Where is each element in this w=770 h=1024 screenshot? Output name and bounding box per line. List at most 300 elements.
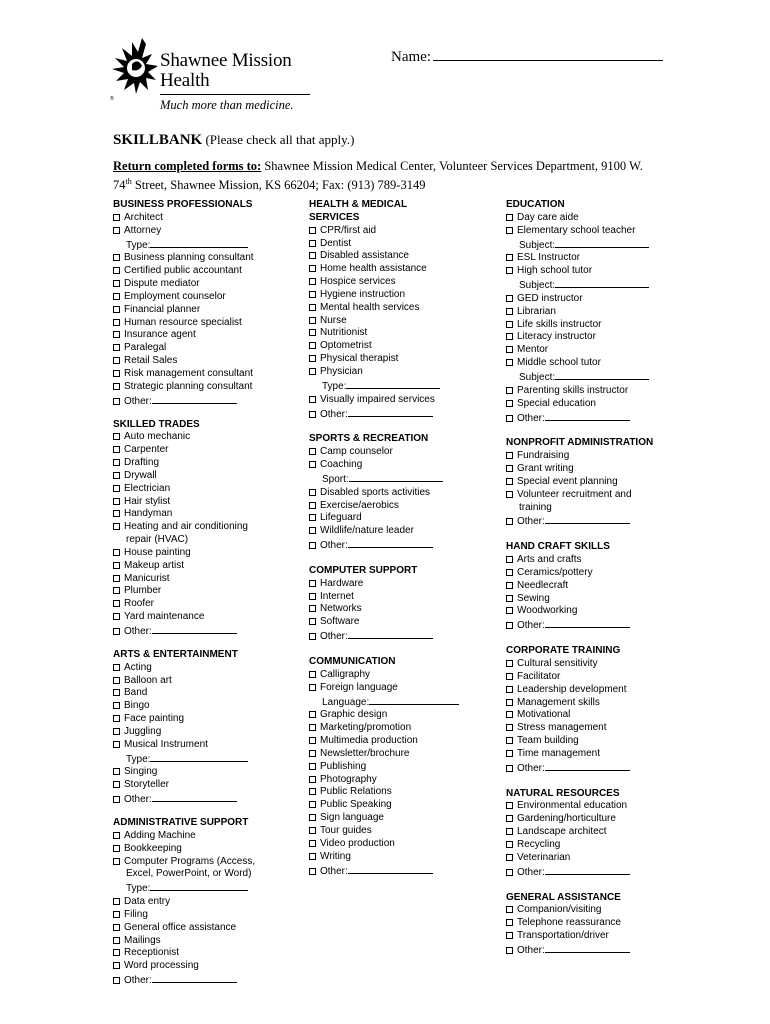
- checklist-item-environmental-education: [506, 800, 691, 813]
- checkbox[interactable]: [309, 814, 316, 821]
- checklist-item-architect: [113, 212, 293, 225]
- checkbox[interactable]: [113, 613, 120, 620]
- item-label: CPR/first aid: [320, 224, 377, 236]
- item-label: Marketing/promotion: [320, 722, 412, 734]
- checkbox[interactable]: [113, 741, 120, 748]
- checkbox[interactable]: [309, 671, 316, 678]
- return-street-number: 74: [113, 178, 126, 193]
- other-fill-in-line[interactable]: [348, 538, 433, 548]
- item-label: Ceramics/pottery: [517, 566, 593, 578]
- other-fill-in-line[interactable]: [152, 792, 237, 802]
- item-label: Veterinarian: [517, 851, 571, 863]
- checkbox[interactable]: [506, 622, 513, 629]
- skillbank-subtitle: (Please check all that apply.): [205, 132, 355, 147]
- item-label: Middle school tutor: [517, 357, 601, 369]
- checkbox[interactable]: [113, 781, 120, 788]
- checkbox[interactable]: [506, 607, 513, 614]
- item-label: Other:: [320, 408, 348, 420]
- checkbox[interactable]: [113, 898, 120, 905]
- checkbox[interactable]: [506, 295, 513, 302]
- item-label: Bookkeeping: [124, 842, 182, 854]
- checklist-item-telephone-reassurance: [506, 917, 691, 930]
- sub-field-fill-in-line[interactable]: [555, 238, 649, 248]
- other-fill-in-line[interactable]: [545, 411, 630, 421]
- checkbox[interactable]: [113, 587, 120, 594]
- checkbox[interactable]: [309, 396, 316, 403]
- item-label: Acting: [124, 661, 152, 673]
- section-sports-recreation: [309, 433, 494, 553]
- checkbox[interactable]: [113, 485, 120, 492]
- checklist-item-physical-therapist: [309, 353, 494, 366]
- checkbox[interactable]: [506, 254, 513, 261]
- checkbox[interactable]: [309, 542, 316, 549]
- item-label: Certified public accountant: [124, 265, 242, 277]
- checkbox[interactable]: [309, 711, 316, 718]
- item-label: Electrician: [124, 482, 171, 494]
- checkbox[interactable]: [506, 491, 513, 498]
- checkbox[interactable]: [309, 618, 316, 625]
- sub-field: [309, 695, 494, 710]
- checkbox[interactable]: [506, 359, 513, 366]
- sub-field-fill-in-line[interactable]: [150, 752, 248, 762]
- checklist-item-stress-management: [506, 722, 691, 735]
- checklist-item-storyteller: [113, 779, 293, 792]
- checkbox[interactable]: [309, 788, 316, 795]
- checkbox[interactable]: [506, 518, 513, 525]
- checklist-item-yard-maintenance: [113, 611, 293, 624]
- checklist-item-financial-planner: [113, 304, 293, 317]
- checkbox[interactable]: [309, 278, 316, 285]
- checklist-item-manicurist: [113, 573, 293, 586]
- checkbox[interactable]: [309, 448, 316, 455]
- sub-field-fill-in-line[interactable]: [150, 881, 248, 891]
- item-label: Grant writing: [517, 463, 574, 475]
- checkbox[interactable]: [309, 342, 316, 349]
- item-label: Coaching: [320, 459, 363, 471]
- checkbox[interactable]: [113, 293, 120, 300]
- checkbox[interactable]: [113, 331, 120, 338]
- checklist-item-hospice-services: [309, 276, 494, 289]
- checkbox[interactable]: [309, 527, 316, 534]
- sub-field-label: Sport:: [322, 473, 349, 485]
- checkbox[interactable]: [113, 796, 120, 803]
- checkbox[interactable]: [113, 845, 120, 852]
- checkbox[interactable]: [506, 556, 513, 563]
- other-fill-in-line[interactable]: [348, 864, 433, 874]
- other-fill-in-line[interactable]: [152, 394, 237, 404]
- checkbox[interactable]: [506, 478, 513, 485]
- section-health-medical-services: [309, 199, 494, 421]
- checklist-item-filing: [113, 909, 293, 922]
- section-title: EDUCATION: [506, 199, 565, 210]
- checklist-item-ceramics-pottery: [506, 567, 691, 580]
- checklist-item-band: [113, 687, 293, 700]
- skills-column-3: [506, 199, 691, 970]
- item-label: Other:: [517, 944, 545, 956]
- checklist-item-newsletter-brochure: [309, 748, 494, 761]
- other-fill-in-line[interactable]: [545, 618, 630, 628]
- item-label: Mentor: [517, 344, 549, 356]
- checklist-item-arts-and-crafts: [506, 554, 691, 567]
- checkbox[interactable]: [113, 510, 120, 517]
- checkbox[interactable]: [113, 227, 120, 234]
- checkbox[interactable]: [309, 827, 316, 834]
- checklist-item-literacy-instructor: [506, 331, 691, 344]
- checkbox[interactable]: [506, 569, 513, 576]
- checkbox[interactable]: [506, 582, 513, 589]
- checklist-item-video-production: [309, 838, 494, 851]
- checklist-item-adding-machine: [113, 830, 293, 843]
- checkbox[interactable]: [113, 924, 120, 931]
- checkbox[interactable]: [309, 461, 316, 468]
- sub-field-fill-in-line[interactable]: [150, 238, 248, 248]
- checkbox[interactable]: [113, 344, 120, 351]
- item-label: Strategic planning consultant: [124, 380, 253, 392]
- checkbox[interactable]: [309, 801, 316, 808]
- checkbox[interactable]: [309, 684, 316, 691]
- checkbox[interactable]: [309, 724, 316, 731]
- sub-field: [506, 278, 691, 293]
- checkbox[interactable]: [309, 329, 316, 336]
- checkbox[interactable]: [506, 919, 513, 926]
- checkbox[interactable]: [506, 465, 513, 472]
- name-input-line[interactable]: [433, 46, 663, 61]
- return-instructions: [113, 158, 673, 193]
- return-street-suffix: th: [125, 177, 132, 186]
- checkbox[interactable]: [113, 768, 120, 775]
- checkbox[interactable]: [506, 869, 513, 876]
- checklist-item-drywall: [113, 470, 293, 483]
- checkbox[interactable]: [113, 398, 120, 405]
- checkbox[interactable]: [113, 267, 120, 274]
- checklist-item-employment-counselor: [113, 291, 293, 304]
- section-education: [506, 199, 691, 425]
- item-label: Bingo: [124, 700, 150, 712]
- other-fill-in-line[interactable]: [545, 865, 630, 875]
- other-fill-in-line[interactable]: [348, 407, 433, 417]
- checkbox[interactable]: [113, 280, 120, 287]
- checkbox[interactable]: [113, 446, 120, 453]
- checkbox[interactable]: [309, 605, 316, 612]
- checklist-item-time-management: [506, 748, 691, 761]
- checkbox[interactable]: [506, 724, 513, 731]
- item-label: Mental health services: [320, 301, 420, 313]
- checkbox[interactable]: [506, 802, 513, 809]
- checklist-item-parenting-skills-instructor: [506, 385, 691, 398]
- checkbox[interactable]: [506, 415, 513, 422]
- checkbox[interactable]: [506, 333, 513, 340]
- checkbox[interactable]: [309, 368, 316, 375]
- item-label: Wildlife/nature leader: [320, 525, 414, 537]
- checkbox[interactable]: [113, 383, 120, 390]
- item-label: Carpenter: [124, 444, 169, 456]
- item-label: Public Relations: [320, 786, 392, 798]
- item-label: Landscape architect: [517, 826, 607, 838]
- checklist-item-team-building: [506, 735, 691, 748]
- checkbox[interactable]: [309, 489, 316, 496]
- item-label: Photography: [320, 773, 377, 785]
- checklist-item-mailings: [113, 935, 293, 948]
- checklist-item-middle-school-tutor: [506, 357, 691, 370]
- checklist-item-plumber: [113, 585, 293, 598]
- checkbox[interactable]: [309, 853, 316, 860]
- checklist-item-graphic-design: [309, 709, 494, 722]
- checkbox[interactable]: [506, 750, 513, 757]
- checkbox[interactable]: [506, 686, 513, 693]
- checkbox[interactable]: [113, 832, 120, 839]
- logo-name-line2: Health: [160, 70, 210, 91]
- checkbox[interactable]: [506, 346, 513, 353]
- checkbox[interactable]: [113, 549, 120, 556]
- checklist-item-disabled-assistance: [309, 250, 494, 263]
- checkbox[interactable]: [113, 370, 120, 377]
- checkbox[interactable]: [506, 828, 513, 835]
- section-title: HEALTH & MEDICAL SERVICES: [309, 199, 408, 223]
- item-continuation: repair (HVAC): [126, 534, 189, 546]
- item-label: Networks: [320, 603, 362, 615]
- checklist-item-librarian: [506, 306, 691, 319]
- checkbox[interactable]: [506, 765, 513, 772]
- checkbox[interactable]: [506, 660, 513, 667]
- checklist-item-hair-stylist: [113, 496, 293, 509]
- name-field: [391, 46, 663, 66]
- checklist-item-life-skills-instructor: [506, 319, 691, 332]
- checkbox[interactable]: [506, 854, 513, 861]
- item-label: Plumber: [124, 585, 162, 597]
- checkbox[interactable]: [113, 498, 120, 505]
- item-label: Dispute mediator: [124, 278, 200, 290]
- other-fill-in-line[interactable]: [545, 761, 630, 771]
- checkbox[interactable]: [506, 947, 513, 954]
- item-label: Other:: [320, 540, 348, 552]
- checklist-item-musical-instrument: [113, 739, 293, 752]
- checklist-item-drafting: [113, 457, 293, 470]
- checklist-item-coaching: [309, 459, 494, 472]
- checklist-item-handyman: [113, 508, 293, 521]
- checkbox[interactable]: [113, 689, 120, 696]
- checkbox[interactable]: [113, 575, 120, 582]
- other-fill-in-line[interactable]: [348, 629, 433, 639]
- checkbox[interactable]: [113, 911, 120, 918]
- sub-field-fill-in-line[interactable]: [346, 379, 440, 389]
- section-hand-craft-skills: [506, 541, 691, 633]
- item-label: Optometrist: [320, 340, 372, 352]
- item-label: Face painting: [124, 713, 185, 725]
- checkbox[interactable]: [506, 227, 513, 234]
- checkbox[interactable]: [506, 711, 513, 718]
- sub-field: [113, 238, 293, 253]
- item-label: Other:: [517, 866, 545, 878]
- item-label: Financial planner: [124, 303, 201, 315]
- section-title: NATURAL RESOURCES: [506, 787, 620, 799]
- checklist-item-physician: [309, 366, 494, 379]
- other-fill-in-line[interactable]: [152, 624, 237, 634]
- checkbox[interactable]: [309, 776, 316, 783]
- checkbox[interactable]: [113, 858, 120, 865]
- section-title: GENERAL ASSISTANCE: [506, 891, 621, 903]
- item-label: Life skills instructor: [517, 318, 602, 330]
- checklist-item-camp-counselor: [309, 446, 494, 459]
- checkbox[interactable]: [506, 308, 513, 315]
- checkbox[interactable]: [506, 267, 513, 274]
- item-label: High school tutor: [517, 265, 593, 277]
- other-fill-in-line[interactable]: [545, 943, 630, 953]
- checkbox[interactable]: [113, 728, 120, 735]
- checklist-item-human-resource-specialist: [113, 317, 293, 330]
- checklist-item-multimedia-production: [309, 735, 494, 748]
- checkbox[interactable]: [113, 664, 120, 671]
- item-label: Motivational: [517, 709, 571, 721]
- other-fill-in-line[interactable]: [545, 514, 630, 524]
- checkbox[interactable]: [506, 387, 513, 394]
- checkbox[interactable]: [309, 868, 316, 875]
- item-label: Arts and crafts: [517, 554, 582, 566]
- checklist-item-balloon-art: [113, 675, 293, 688]
- checkbox[interactable]: [506, 737, 513, 744]
- checklist-item-public-speaking: [309, 799, 494, 812]
- checklist-item-bingo: [113, 700, 293, 713]
- item-label: Risk management consultant: [124, 367, 253, 379]
- checkbox[interactable]: [309, 593, 316, 600]
- item-label: Software: [320, 616, 360, 628]
- item-label: Environmental education: [517, 800, 628, 812]
- checkbox[interactable]: [309, 750, 316, 757]
- checklist-item-cultural-sensitivity: [506, 658, 691, 671]
- item-label: Librarian: [517, 305, 556, 317]
- item-label: Physician: [320, 365, 363, 377]
- checkbox[interactable]: [309, 265, 316, 272]
- checklist-item-juggling: [113, 726, 293, 739]
- checkbox[interactable]: [113, 715, 120, 722]
- checkbox[interactable]: [309, 514, 316, 521]
- item-label: Literacy instructor: [517, 331, 596, 343]
- checkbox[interactable]: [113, 977, 120, 984]
- checkbox[interactable]: [113, 702, 120, 709]
- checkbox[interactable]: [113, 433, 120, 440]
- sub-field-label: Type:: [126, 239, 151, 251]
- item-label: Foreign language: [320, 681, 398, 693]
- sub-field-fill-in-line[interactable]: [349, 472, 443, 482]
- item-label: General office assistance: [124, 921, 237, 933]
- checkbox[interactable]: [506, 815, 513, 822]
- checkbox[interactable]: [309, 763, 316, 770]
- section-corporate-training: [506, 645, 691, 775]
- checklist-item-other: [506, 618, 691, 633]
- checkbox[interactable]: [113, 962, 120, 969]
- section-title: SPORTS & RECREATION: [309, 433, 429, 445]
- checklist-item-sign-language: [309, 812, 494, 825]
- section-arts-entertainment: [113, 649, 293, 807]
- checkbox[interactable]: [506, 595, 513, 602]
- checkbox[interactable]: [113, 628, 120, 635]
- checkbox[interactable]: [506, 841, 513, 848]
- item-label: Newsletter/brochure: [320, 747, 410, 759]
- item-label: Physical therapist: [320, 353, 399, 365]
- item-label: Time management: [517, 747, 600, 759]
- checklist-item-singing: [113, 766, 293, 779]
- skills-column-2: [309, 199, 494, 890]
- item-label: Roofer: [124, 598, 155, 610]
- checkbox[interactable]: [506, 321, 513, 328]
- checkbox[interactable]: [113, 214, 120, 221]
- checklist-item-other: [113, 973, 293, 988]
- checkbox[interactable]: [506, 906, 513, 913]
- section-natural-resources: [506, 788, 691, 880]
- item-label: Nutritionist: [320, 327, 368, 339]
- checkbox[interactable]: [309, 502, 316, 509]
- checkbox[interactable]: [309, 240, 316, 247]
- checkbox[interactable]: [506, 673, 513, 680]
- checkbox[interactable]: [113, 677, 120, 684]
- sub-field-fill-in-line[interactable]: [555, 370, 649, 380]
- checklist-item-mental-health-services: [309, 302, 494, 315]
- checkbox[interactable]: [309, 252, 316, 259]
- sub-field-fill-in-line[interactable]: [369, 695, 459, 705]
- checkbox[interactable]: [506, 452, 513, 459]
- checkbox[interactable]: [309, 227, 316, 234]
- checkbox[interactable]: [113, 600, 120, 607]
- checkbox[interactable]: [506, 699, 513, 706]
- checkbox[interactable]: [309, 840, 316, 847]
- item-label: Makeup artist: [124, 559, 185, 571]
- checkbox[interactable]: [309, 317, 316, 324]
- return-text-line2: Street, Shawnee Mission, KS 66204; Fax: (913) 789-3149: [131, 178, 426, 193]
- checkbox[interactable]: [309, 291, 316, 298]
- checkbox[interactable]: [113, 254, 120, 261]
- checklist-item-house-painting: [113, 547, 293, 560]
- checkbox[interactable]: [309, 411, 316, 418]
- checkbox[interactable]: [113, 472, 120, 479]
- checkbox[interactable]: [309, 737, 316, 744]
- checkbox[interactable]: [113, 523, 120, 530]
- item-label: Home health assistance: [320, 263, 427, 275]
- checkbox[interactable]: [113, 937, 120, 944]
- checklist-item-electrician: [113, 483, 293, 496]
- checklist-item-other: [309, 629, 494, 644]
- checkbox[interactable]: [309, 304, 316, 311]
- checklist-item-strategic-planning-consultant: [113, 381, 293, 394]
- item-label: Filing: [124, 908, 148, 920]
- item-label: Transportation/driver: [517, 930, 609, 942]
- sub-field-label: Subject:: [519, 371, 556, 383]
- checkbox[interactable]: [506, 400, 513, 407]
- starburst-logo-icon: [112, 36, 160, 108]
- sub-field-fill-in-line[interactable]: [555, 278, 649, 288]
- checkbox[interactable]: [506, 214, 513, 221]
- checkbox[interactable]: [113, 949, 120, 956]
- checkbox[interactable]: [506, 932, 513, 939]
- item-label: Mailings: [124, 934, 161, 946]
- checkbox[interactable]: [113, 319, 120, 326]
- checkbox[interactable]: [113, 306, 120, 313]
- checklist-item-other: [309, 538, 494, 553]
- item-label: Hospice services: [320, 276, 396, 288]
- checkbox[interactable]: [113, 562, 120, 569]
- section-title: HAND CRAFT SKILLS: [506, 541, 610, 553]
- item-label: Drafting: [124, 457, 160, 469]
- checklist-item-hygiene-instruction: [309, 289, 494, 302]
- checkbox[interactable]: [113, 459, 120, 466]
- checkbox[interactable]: [309, 633, 316, 640]
- section-title: ARTS & ENTERTAINMENT: [113, 648, 238, 660]
- checkbox[interactable]: [113, 357, 120, 364]
- item-label: Juggling: [124, 725, 162, 737]
- checkbox[interactable]: [309, 355, 316, 362]
- sub-field: [113, 881, 293, 896]
- checkbox[interactable]: [309, 580, 316, 587]
- other-fill-in-line[interactable]: [152, 973, 237, 983]
- checklist-item-retail-sales: [113, 355, 293, 368]
